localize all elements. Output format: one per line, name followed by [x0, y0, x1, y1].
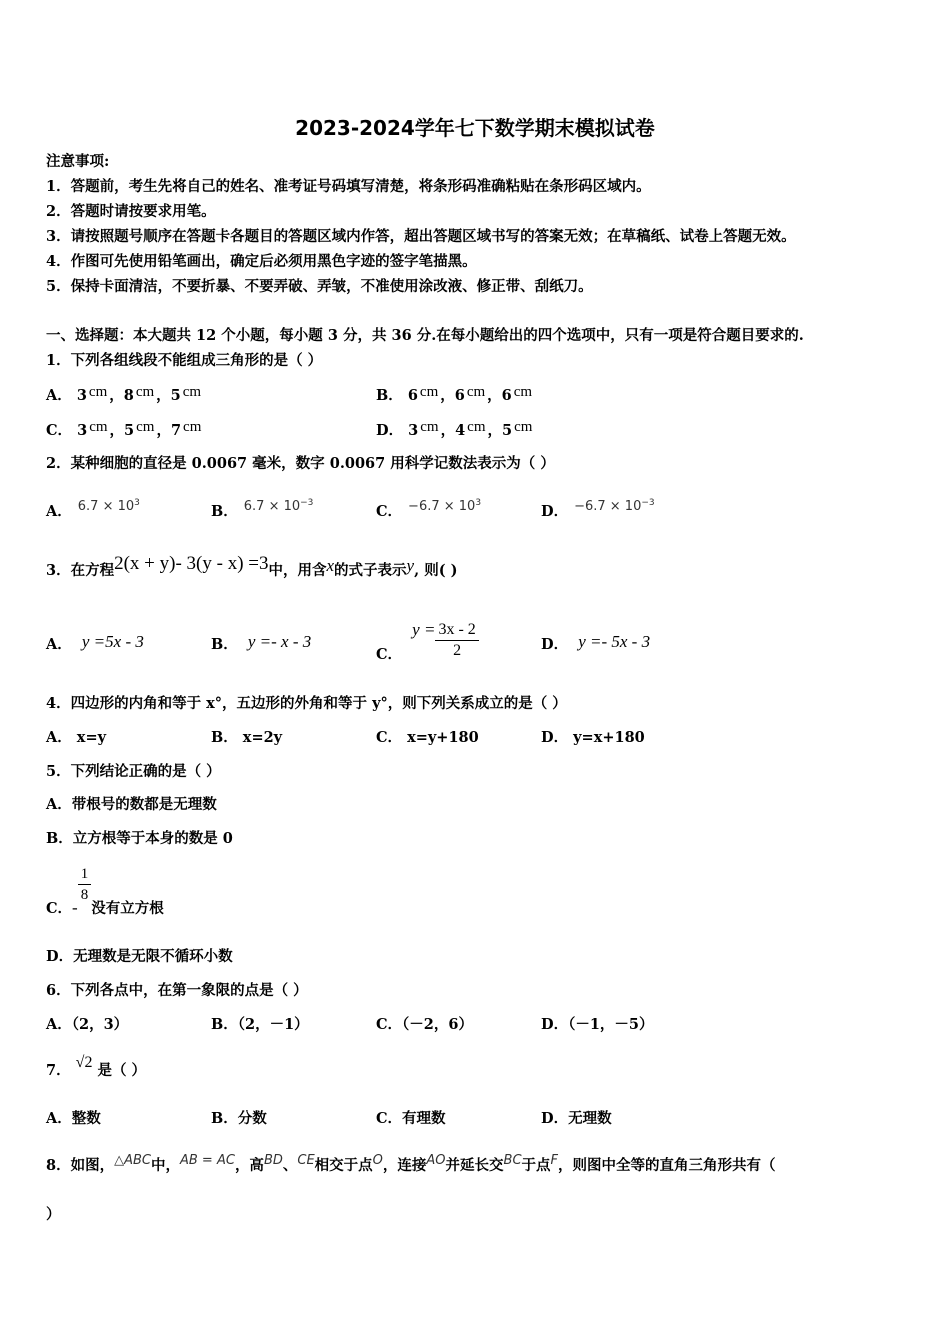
notice-item-1: 1．答题前，考生先将自己的姓名、准考证号码填写清楚，将条形码准确粘贴在条形码区域内。 — [46, 178, 651, 195]
notice-heading: 注意事项: — [46, 153, 110, 170]
q3-option-a: A． y =5x - 3 — [46, 632, 144, 653]
q6-option-b: B．（2，－1） — [211, 1016, 309, 1033]
notice-item-4: 4．作图可先使用铅笔画出，确定后必须用黑色字迹的签字笔描黑。 — [46, 253, 477, 270]
q5-option-d: D．无理数是无限不循环小数 — [46, 948, 233, 965]
q6-option-c: C．（－2，6） — [376, 1016, 473, 1033]
q7-option-c: C．有理数 — [376, 1110, 446, 1127]
q3-equation: 2(x + y)- 3(y - x) =3 — [114, 553, 269, 574]
q8-close-paren: ） — [46, 1206, 61, 1223]
q1-stem: 1．下列各组线段不能组成三角形的是（ ） — [46, 352, 323, 369]
q4-stem: 4．四边形的内角和等于 x°，五边形的外角和等于 y°，则下列关系成立的是（ ） — [46, 695, 567, 712]
q2-option-c: C． $-6.7 \times 10^3$ — [376, 498, 482, 520]
q6-option-d: D．（－1，－5） — [541, 1016, 654, 1033]
q4-option-b: B． x=2y — [211, 729, 283, 746]
q2-option-b: B． $6.7 \times 10^{-3}$ — [211, 498, 314, 520]
q5-fraction: $\frac{1}{8}$ — [78, 864, 92, 905]
notice-item-5: 5．保持卡面清洁，不要折暴、不要弄破、弄皱，不准使用涂改液、修正带、刮纸刀。 — [46, 278, 593, 295]
q4-option-d: D． y=x+180 — [541, 729, 645, 746]
q1-option-b: B． 6 cm ，6 cm ，6 cm — [376, 384, 533, 404]
q7-option-d: D．无理数 — [541, 1110, 612, 1127]
q5-option-c: C．- $\frac{1}{8}$ 没有立方根 — [46, 866, 164, 917]
sqrt-2: √2 — [75, 1054, 93, 1071]
q3-option-c: C． y = $\frac{3x - 2}{2}$ — [376, 612, 479, 653]
q1-option-d: D． 3 cm ，4 cm ，5 cm — [376, 419, 533, 439]
q3-option-d: D． y =- 5x - 3 — [541, 632, 651, 653]
q6-option-a: A．（2，3） — [46, 1016, 129, 1033]
q5-stem: 5．下列结论正确的是（ ） — [46, 763, 221, 780]
notice-item-2: 2．答题时请按要求用笔。 — [46, 203, 216, 220]
q7-option-a: A．整数 — [46, 1110, 101, 1127]
q7-stem: 7． √2 是（ ） — [46, 1054, 147, 1079]
q2-option-a: A． $6.7 \times 10^3$ — [46, 498, 140, 520]
q8-stem: 8．如图，△ABC中，AB = AC，高BD、CE相交于点O，连接AO并延长交BC于点F，则图中全等的直角三角形共有（ — [46, 1153, 776, 1174]
q3-stem: 3．在方程2(x + y)- 3(y - x) =3中，用含x的式子表示y, 则( ) — [46, 553, 458, 579]
q2-stem: 2．某种细胞的直径是 0.0067 毫米，数字 0.0067 用科学记数法表示为（ ） — [46, 455, 555, 472]
q3-fraction: $\frac{3x - 2}{2}$ — [435, 620, 478, 661]
q4-option-a: A． x=y — [46, 729, 107, 746]
q3-option-b: B． y =- x - 3 — [211, 632, 312, 653]
page-title: 2023-2024学年七下数学期末模拟试卷 — [295, 116, 655, 140]
q1-option-a: A． 3 cm ，8 cm ，5 cm — [46, 384, 202, 404]
q4-option-c: C． x=y+180 — [376, 729, 479, 746]
notice-item-3: 3．请按照题号顺序在答题卡各题目的答题区域内作答，超出答题区域书写的答案无效；在草稿纸、试卷上答题无效。 — [46, 228, 796, 245]
q5-option-a: A．带根号的数都是无理数 — [46, 796, 217, 813]
section-heading: 一、选择题：本大题共 12 个小题，每小题 3 分，共 36 分.在每小题给出的四个选项中，只有一项是符合题目要求的. — [46, 327, 804, 344]
q5-option-b: B．立方根等于本身的数是 0 — [46, 830, 233, 847]
q6-stem: 6．下列各点中，在第一象限的点是（ ） — [46, 982, 308, 999]
q1-option-c: C． 3 cm ，5 cm ，7 cm — [46, 419, 202, 439]
q7-option-b: B．分数 — [211, 1110, 267, 1127]
q2-option-d: D． $-6.7 \times 10^{-3}$ — [541, 498, 655, 520]
